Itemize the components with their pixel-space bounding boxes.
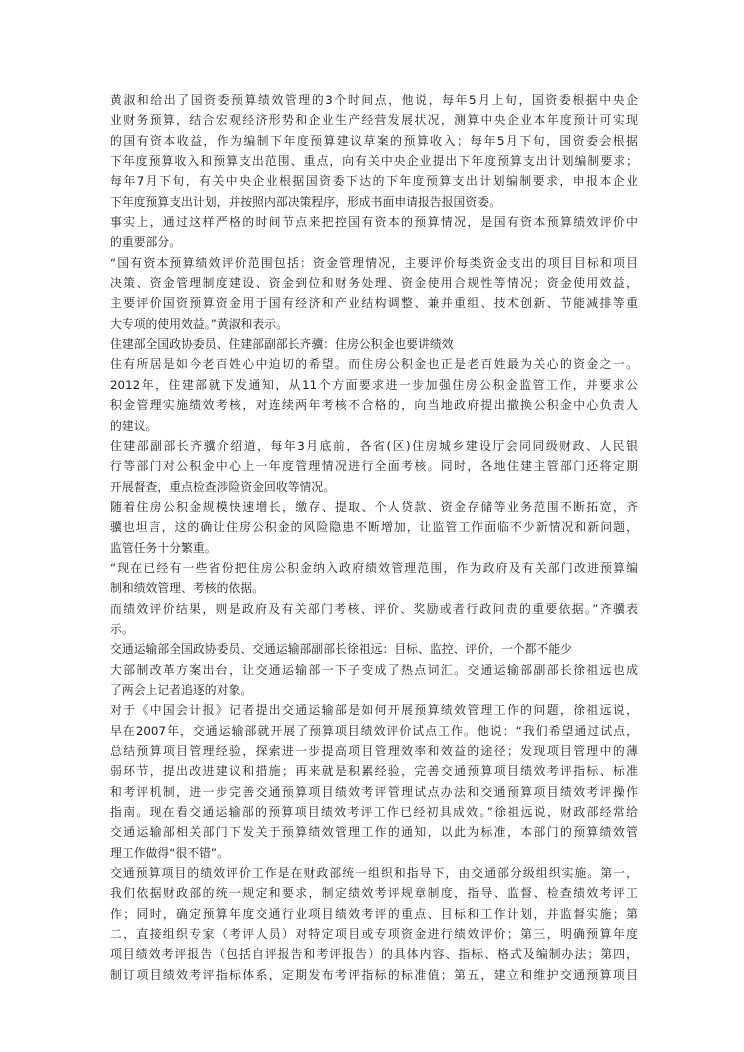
text-line: 项目绩效考评报告（包括自评报告和考评报告）的具体内容、指标、格式及编制办法；第四， bbox=[110, 947, 638, 962]
text-line: 早在2007年，交通运输部就开展了预算项目绩效评价试点工作。他说：“我们希望通过试点， bbox=[110, 723, 638, 738]
text-line: 开展督查，重点检查涉险资金回收等情况。 bbox=[110, 479, 336, 494]
text-line: 下年度预算支出计划，并按照内部决策程序，形成书面申请报告报国资委。 bbox=[110, 194, 501, 209]
text-line: “现在已经有一些省份把住房公积金纳入政府绩效管理范围，作为政府及有关部门改进预算编 bbox=[110, 560, 638, 575]
text-line: 随着住房公积金规模快速增长，缴存、提取、个人贷款、资金存储等业务范围不断拓宽，齐 bbox=[110, 499, 638, 514]
text-line: 行等部门对公积金中心上一年度管理情况进行全面考核。同时，各地住建主管部门还将定期 bbox=[110, 459, 638, 474]
text-line: 业财务预算，结合宏观经济形势和企业生产经营发展状况，测算中央企业本年度预计可实现 bbox=[110, 113, 638, 128]
text-line: 弱环节，提出改进建议和措施；再来就是积累经验，完善交通预算项目绩效考评指标、标准 bbox=[110, 764, 638, 779]
text-line: 黄淑和给出了国资委预算绩效管理的3个时间点，他说，每年5月上旬，国资委根据中央企 bbox=[110, 93, 638, 107]
text-line: 指南。现在看交通运输部的预算项目绩效考评工作已经初具成效。”徐祖远说，财政部经常给 bbox=[110, 805, 638, 820]
text-line: 示。 bbox=[110, 621, 134, 636]
text-line: 制和绩效管理、考核的依据。 bbox=[110, 581, 265, 596]
text-line: 住建部副部长齐骥介绍道，每年3月底前，各省(区)住房城乡建设厅会同同级财政、人民银 bbox=[110, 438, 638, 453]
text-line: 住有所居是如今老百姓心中迫切的希望。而住房公积金也正是老百姓最为关心的资金之一。 bbox=[110, 357, 638, 372]
text-line: 的建议。 bbox=[110, 418, 158, 433]
document-body bbox=[110, 90, 638, 985]
text-line: 二，直接组织专家（考评人员）对特定项目或专项资金进行绩效评价；第三，明确预算年度 bbox=[110, 927, 638, 942]
text-line: 交通预算项目的绩效评价工作是在财政部统一组织和指导下，由交通部分级组织实施。第一， bbox=[110, 866, 638, 881]
text-line: 作；同时，确定预算年度交通行业项目绩效考评的重点、目标和工作计划，并监督实施；第 bbox=[110, 906, 638, 921]
text-line: 2012年，住建部就下发通知，从11个方面要求进一步加强住房公积金监管工作，并要求公 bbox=[110, 377, 638, 392]
text-line: 制订项目绩效考评指标体系，定期发布考评指标的标准值；第五，建立和维护交通预算项目 bbox=[110, 967, 638, 982]
text-line: 监管任务十分繁重。 bbox=[110, 540, 217, 555]
text-line: 大专项的使用效益。”黄淑和表示。 bbox=[110, 316, 288, 331]
text-line: 交通运输部全国政协委员、交通运输部副部长徐祖远：目标、监控、评价，一个都不能少 bbox=[110, 642, 573, 657]
text-line: 事实上，通过这样严格的时间节点来把控国有资本的预算情况，是国有资本预算绩效评价中 bbox=[110, 215, 638, 230]
text-line: 而绩效评价结果，则是政府及有关部门考核、评价、奖励或者行政问责的重要依据。”齐骥表 bbox=[110, 601, 638, 616]
text-line: “国有资本预算绩效评价范围包括：资金管理情况，主要评价每类资金支出的项目目标和项目 bbox=[110, 255, 638, 270]
text-line: 主要评价国资预算资金用于国有经济和产业结构调整、兼并重组、技术创新、节能减排等重 bbox=[110, 296, 638, 311]
text-line: 我们依据财政部的统一规定和要求，制定绩效考评规章制度，指导、监督、检查绩效考评工 bbox=[110, 886, 638, 901]
text-line: 骥也坦言，这的确让住房公积金的风险隐患不断增加，让监管工作面临不少新情况和新问题， bbox=[110, 520, 638, 535]
text-line: 积金管理实施绩效考核，对连续两年考核不合格的，向当地政府提出撤换公积金中心负责人 bbox=[110, 398, 638, 413]
text-line: 理工作做得“很不错”。 bbox=[110, 845, 229, 860]
text-line: 大部制改革方案出台，让交通运输部一下子变成了热点词汇。交通运输部副部长徐祖远也成 bbox=[110, 662, 638, 677]
text-line: 的重要部分。 bbox=[110, 235, 182, 250]
text-line: 总结预算项目管理经验，探索进一步提高项目管理效率和效益的途径；发现项目管理中的薄 bbox=[110, 744, 638, 758]
text-line: 交通运输部相关部门下发关于预算绩效管理工作的通知，以此为标准，本部门的预算绩效管 bbox=[110, 825, 638, 840]
text-line: 的国有资本收益，作为编制下年度预算建议草案的预算收入；每年5月下旬，国资委会根据 bbox=[110, 133, 638, 148]
text-line: 决策、资金管理制度建设、资金到位和财务处理、资金使用合规性等情况；资金使用效益， bbox=[110, 276, 638, 291]
text-line: 住建部全国政协委员、住建部副部长齐骥：住房公积金也要讲绩效 bbox=[110, 337, 454, 352]
text-line: 下年度预算收入和预算支出范围、重点，向有关中央企业提出下年度预算支出计划编制要求； bbox=[110, 154, 638, 169]
text-line: 每年7月下旬，有关中央企业根据国资委下达的下年度预算支出计划编制要求，申报本企业 bbox=[110, 174, 638, 189]
text-line: 了两会上记者追逐的对象。 bbox=[110, 682, 253, 697]
text-line: 对于《中国会计报》记者提出交通运输部是如何开展预算绩效管理工作的问题，徐祖远说， bbox=[110, 703, 638, 718]
text-line: 和考评机制，进一步完善交通预算项目绩效考评管理试点办法和交通预算项目绩效考评操作 bbox=[110, 784, 638, 799]
